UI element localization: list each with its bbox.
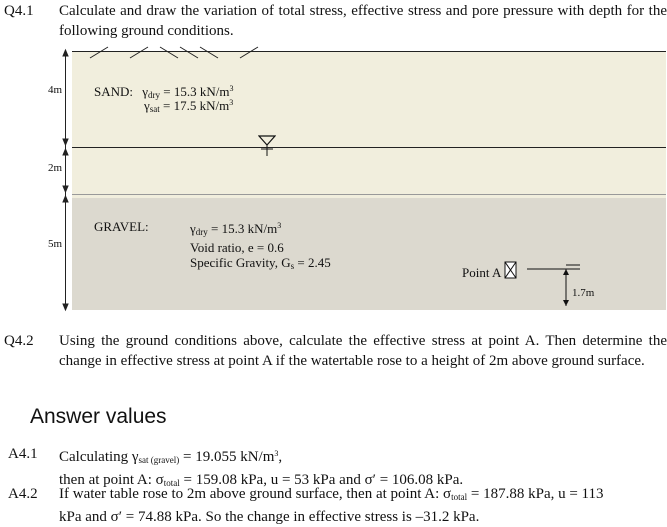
question-number: Q4.1 (4, 3, 34, 19)
point-a-label: Point A (462, 265, 502, 280)
water-table-icon (258, 135, 276, 157)
answer-number: A4.2 (8, 486, 38, 502)
question-4-1 (4, 1, 667, 41)
soil-profile-diagram (0, 44, 667, 314)
point-a-depth-label: 1.7m (572, 287, 595, 299)
water-table-line (72, 147, 666, 148)
answer-number: A4.1 (8, 446, 38, 462)
ground-hatch-icon (80, 44, 280, 60)
question-text: Using the ground conditions above, calculate the effective stress at point A. Then determine the change in effective stress at point A if the watertable rose to a height of 2m above ground surface. (59, 333, 667, 369)
question-4-2 (4, 331, 667, 391)
gravel-properties: $\gamma_{dry} = 15.3$ $kN/m^3$ Void ratio, e = 0.6 Specific Gravity, $G_s = 2.45$ (190, 221, 331, 271)
sand-layer (72, 52, 666, 198)
question-text: Calculate and draw the variation of total stress, effective stress and pore pressure with depth for the following ground conditions. (59, 3, 667, 39)
question-number: Q4.2 (4, 333, 34, 349)
answer-4-1: A4.1 Calculating $\gamma_{sat (gravel)} = 19.055$ $kN/m^3$, then at point A: $\sigma_{total} = 159.08$ kPa, u = 53 kPa and σ′ = 106.08 kPa. (8, 446, 464, 488)
gravel-depth-label: 5m (47, 238, 62, 250)
sand-depth-label: 4m (47, 84, 62, 96)
point-a-depth-indicator (522, 262, 595, 308)
answer-heading: Answer values (30, 405, 167, 428)
gravel-label: GRAVEL: (94, 219, 149, 234)
answer-4-2: A4.2 If water table rose to 2m above ground surface, then at point A: $\sigma_{total} = 187.88$ kPa, u = 113 kPa and σ′ = 74.88 kPa. So the change in effective stress is –31.2 kPa. (8, 486, 604, 525)
sand-properties: SAND: $\gamma_{dry} = 15.3$ $kN/m^3$ $\gamma_{sat} = 17.5$ $kN/m^3$ (94, 84, 234, 114)
wt-depth-label: 2m (47, 162, 62, 174)
sand-label: SAND: (94, 84, 134, 99)
sand-gravel-boundary (72, 194, 666, 195)
point-a-marker-icon (504, 261, 518, 279)
